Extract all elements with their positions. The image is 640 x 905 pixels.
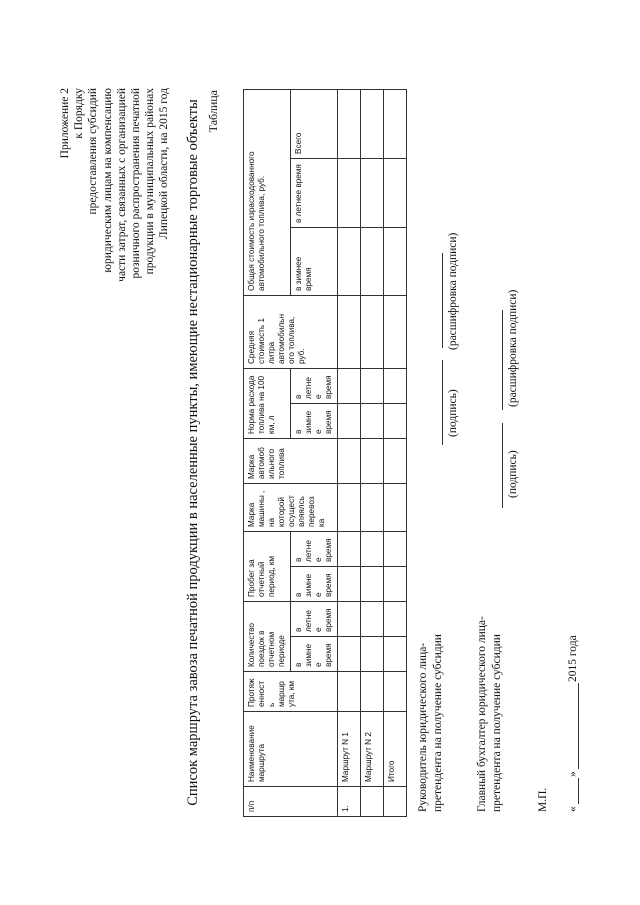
cell [384,89,407,158]
subheader-cost-total: Всего [291,89,338,158]
subheader-trips-winter: в зимне е время [291,637,338,672]
header-avg-fuel-cost: Средняя стоимость 1 литра автомобильн ого топлива, руб. [244,295,338,368]
date-open-quote: « [567,806,579,812]
subheader-norm-winter: в зимне е время [291,404,338,439]
header-fuel-norm: Норма расхода топлива на 100 км, л [244,368,291,438]
cell [384,532,407,567]
appendix-line: продукции в муниципальных районах [144,88,157,275]
cell [384,227,407,295]
cell [338,368,361,403]
cell [361,89,384,158]
cell [361,484,384,532]
table-row [338,89,361,816]
row-num [361,787,384,817]
cell [384,602,407,637]
date-day-line [578,778,579,804]
cell [384,567,407,602]
cell [338,295,361,368]
accountant-signature-line [502,423,503,508]
cell [338,672,361,712]
cell [361,532,384,567]
row-num [384,787,407,817]
head-signature-caption: (подпись) [447,389,459,437]
cell [384,158,407,227]
header-route-length: Протяж енност ь маршр ута, км [244,672,338,712]
cell [361,368,384,403]
head-decoding-line [442,253,443,348]
cell [338,567,361,602]
head-signatory-line2: претендента на получение субсидии [431,634,444,812]
header-route-name: Наименование маршрута [244,712,338,787]
appendix-line: предоставления субсидий [87,88,100,215]
subheader-trips-summer: в летне е время [291,602,338,637]
cell [361,602,384,637]
accountant-decoding-line [502,310,503,410]
accountant-decoding-caption: (расшифровка подписи) [507,289,519,407]
cell [338,532,361,567]
accountant-signature-caption: (подпись) [507,450,519,498]
table-label: Таблица [206,90,220,133]
head-signatory-line1: Руководитель юридического лица- [417,642,429,812]
table-row [384,89,407,816]
subheader-mileage-summer: в летне е время [291,532,338,567]
cell [384,484,407,532]
cell [361,295,384,368]
cell [361,158,384,227]
cell [338,158,361,227]
cell [384,368,407,403]
date-month-line [578,683,579,769]
cell [338,637,361,672]
row-route-name: Маршрут N 1 [338,712,361,787]
header-fuel-brand: Марка автомоб ильного топлива [244,439,338,484]
cell [338,89,361,158]
row-num: 1. [338,787,361,817]
header-total-fuel-cost: Общая стоимость израсходованного автомобильного топлива, руб. [244,89,291,295]
row-route-name: Маршрут N 2 [361,712,384,787]
appendix-line: юридическим лицам на компенсацию [101,88,114,273]
cell [384,637,407,672]
cell [338,602,361,637]
head-signature-line [442,360,443,445]
document-title: Список маршрута завоза печатной продукции в населенные пункты, имеющие нестационарные торговые объекты [185,99,201,806]
appendix-line: к Порядку [73,88,86,139]
cell [361,227,384,295]
header-num: п/п [244,787,338,817]
cell [384,439,407,484]
table-row [361,89,384,816]
cell [384,295,407,368]
header-mileage: Пробег за отчетный период, км [244,532,291,602]
accountant-signatory-line2: претендента на получение субсидии [490,634,503,812]
cell [361,637,384,672]
appendix-line: розничного распространения печатной [130,88,143,279]
accountant-signatory-line1: Главный бухгалтер юридического лица- [476,616,488,812]
appendix-line: Приложение 2 [59,88,71,159]
header-trip-count: Количество поездок в отчетном периоде [244,602,291,672]
cell [338,484,361,532]
subheader-mileage-winter: в зимне е время [291,567,338,602]
cell [338,227,361,295]
appendix-line: Липецкой области, на 2015 год [158,88,171,240]
date-year: 2015 года [567,635,579,682]
cell [361,439,384,484]
cell [338,404,361,439]
header-car-brand: Марка машины , на которой осущест вляялсь перевоз ка [244,484,338,532]
appendix-header [58,88,172,408]
routes-table [243,89,407,817]
subheader-cost-summer: в летнее время [291,158,338,227]
head-decoding-caption: (расшифровка подписи) [447,232,459,350]
cell [361,404,384,439]
seal-mark: М.П. [537,787,549,812]
appendix-line: части затрат, связанных с организацией [115,88,128,282]
subheader-norm-summer: в летне е время [291,368,338,403]
cell [361,672,384,712]
cell [384,672,407,712]
head-signatory [416,634,445,812]
cell [338,439,361,484]
cell [384,404,407,439]
accountant-signatory [475,616,504,812]
row-route-name: Итого [384,712,407,787]
date-close-quote: » [567,771,579,777]
subheader-cost-winter: в зимнее время [291,227,338,295]
cell [361,567,384,602]
